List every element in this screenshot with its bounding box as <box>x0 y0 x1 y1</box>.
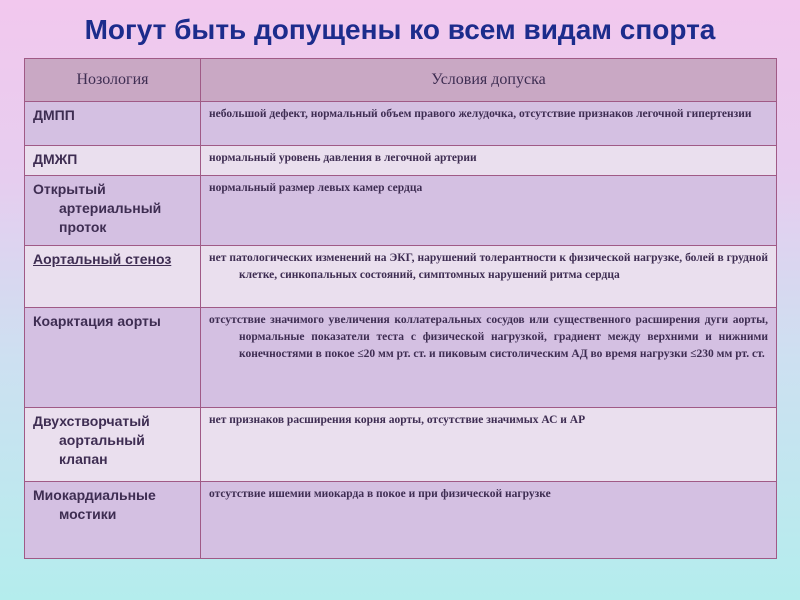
nosology-text: Коарктация аорты <box>33 313 161 329</box>
conditions-text: нормальный размер левых камер сердца <box>209 182 423 194</box>
table-header-row <box>25 59 777 102</box>
nosology-cell <box>25 146 201 176</box>
table-row-pda <box>25 176 777 246</box>
table-row-dmzhp <box>25 146 777 176</box>
table-row-bicuspid-valve <box>25 408 777 482</box>
nosology-cell <box>25 482 201 559</box>
nosology-cell <box>25 408 201 482</box>
header-conditions: Условия допуска <box>201 59 777 102</box>
conditions-text: нормальный уровень давления в легочной артерии <box>209 152 477 164</box>
nosology-text: Открытый артериальный проток <box>33 181 162 235</box>
nosology-text: ДМПП <box>33 107 75 123</box>
conditions-text: нет признаков расширения корня аорты, отсутствие значимых АС и АР <box>209 414 586 426</box>
slide-title: Могут быть допущены ко всем видам спорта <box>84 14 716 45</box>
conditions-text: небольшой дефект, нормальный объем правого желудочка, отсутствие признаков легочной гипертензии <box>209 108 752 120</box>
conditions-text: нет патологических изменений на ЭКГ, нарушений толерантности к физической нагрузке, болей в грудной клетке, синкопальных состояний, симптомных нарушений ритма сердца <box>209 252 768 281</box>
table-row-dmpp <box>25 102 777 146</box>
admission-table <box>24 58 777 559</box>
conditions-cell <box>201 482 777 559</box>
nosology-text: ДМЖП <box>33 151 78 167</box>
nosology-text: Двухстворчатый аортальный клапан <box>33 413 150 467</box>
nosology-cell <box>25 308 201 408</box>
nosology-text: Аортальный стеноз <box>33 251 172 267</box>
conditions-cell <box>201 246 777 308</box>
table-row-aortic-stenosis <box>25 246 777 308</box>
conditions-cell <box>201 176 777 246</box>
table-row-coarctation <box>25 308 777 408</box>
conditions-cell <box>201 408 777 482</box>
nosology-cell <box>25 246 201 308</box>
conditions-cell <box>201 102 777 146</box>
table-row-myocardial-bridges <box>25 482 777 559</box>
nosology-cell <box>25 176 201 246</box>
conditions-text: отсутствие ишемии миокарда в покое и при физической нагрузке <box>209 488 551 500</box>
conditions-cell <box>201 146 777 176</box>
conditions-cell <box>201 308 777 408</box>
nosology-text: Миокардиальные мостики <box>33 487 156 522</box>
header-nosology: Нозология <box>25 59 201 102</box>
conditions-text: отсутствие значимого увеличения коллатеральных сосудов или существенного расширения дуги аорты, нормальные показатели теста с физической нагрузкой, градиент между верхними и нижними конечностями в покое ≤20 мм рт. ст. и пиковым систолическим АД во время нагрузки ≤230 мм рт. ст. <box>209 314 768 360</box>
nosology-cell <box>25 102 201 146</box>
